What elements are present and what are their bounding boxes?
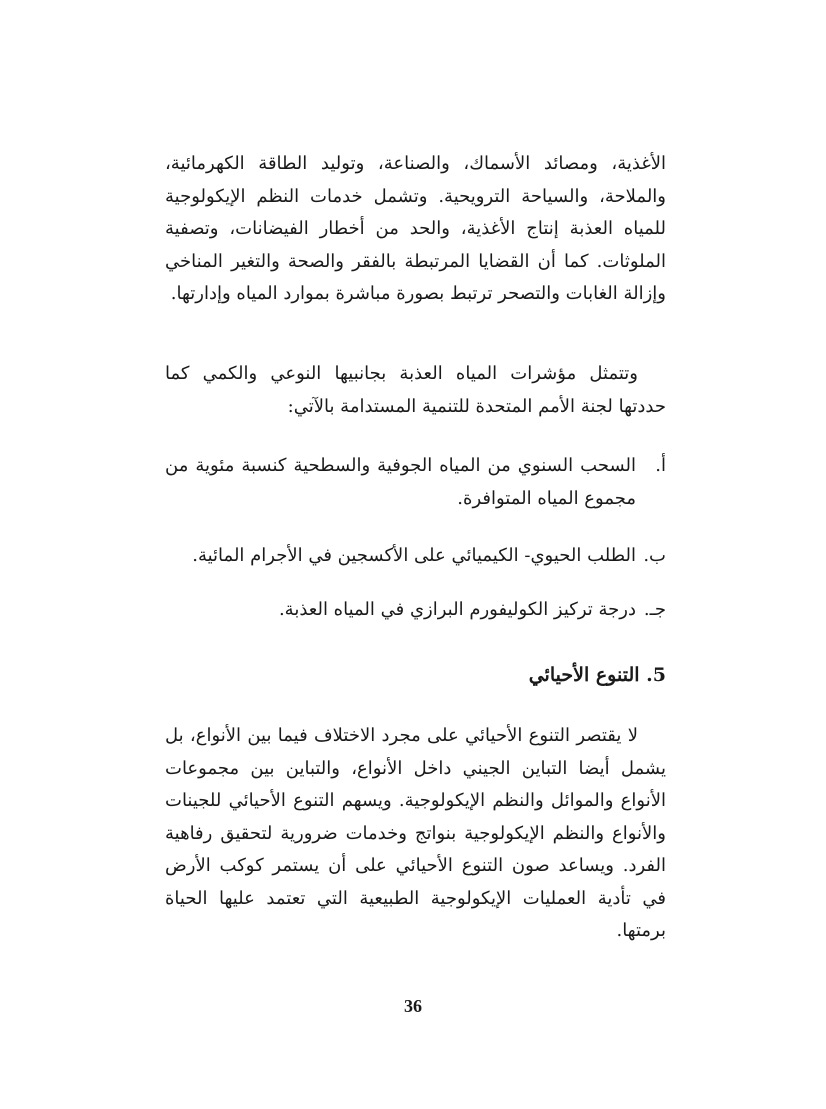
paragraph-water-services: الأغذية، ومصائد الأسماك، والصناعة، وتوليد الطاقة الكهرمائية، والملاحة، والسياحة الترويحية. وتشمل خدمات النظم الإيكولوجية للمياه العذبة إنتاج الأغذية، والحد من أخطار الفيضانات، وتصفية الملوثات. كما أن القضايا المرتبطة بالفقر والصحة والتغير المناخي وإزالة الغابات والتصحر ترتبط بصورة مباشرة بموارد المياه وإدارتها. xyxy=(165,153,666,304)
list-marker: ب. xyxy=(643,545,666,566)
list-item-text: الطلب الحيوي- الكيميائي على الأكسجين في الأجرام المائية. xyxy=(192,545,636,566)
list-item-a xyxy=(165,450,666,515)
list-item-text: درجة تركيز الكوليفورم البرازي في المياه العذبة. xyxy=(278,599,636,620)
list-item-c xyxy=(165,594,666,627)
list-item-b xyxy=(165,540,666,573)
list-marker: أ. xyxy=(655,455,666,476)
page-number: 36 xyxy=(404,996,422,1016)
list-marker: جـ. xyxy=(643,599,666,620)
section-heading: 5. التنوع الأحيائي xyxy=(528,664,666,686)
paragraph-water-indicators: وتتمثل مؤشرات المياه العذبة بجانبيها النوعي والكمي كما حددتها لجنة الأمم المتحدة للتنمية المستدامة بالآتي: xyxy=(165,363,666,417)
list-item-text: السحب السنوي من المياه الجوفية والسطحية كنسبة مئوية من مجموع المياه المتوافرة. xyxy=(165,455,636,509)
paragraph-biodiversity: لا يقتصر التنوع الأحيائي على مجرد الاختلاف فيما بين الأنواع، بل يشمل أيضا التباين الجيني داخل الأنواع، والتباين بين مجموعات الأنواع والموائل والنظم الإيكولوجية. ويسهم التنوع الأحيائي للجينات والأنواع والنظم الإيكولوجية بنواتج وخدمات ضرورية لتحقيق رفاهية الفرد. ويساعد صون التنوع الأحيائي على أن يستمر كوكب الأرض في تأدية العمليات الإيكولوجية الطبيعية التي تعتمد عليها الحياة برمتها. xyxy=(165,725,666,941)
